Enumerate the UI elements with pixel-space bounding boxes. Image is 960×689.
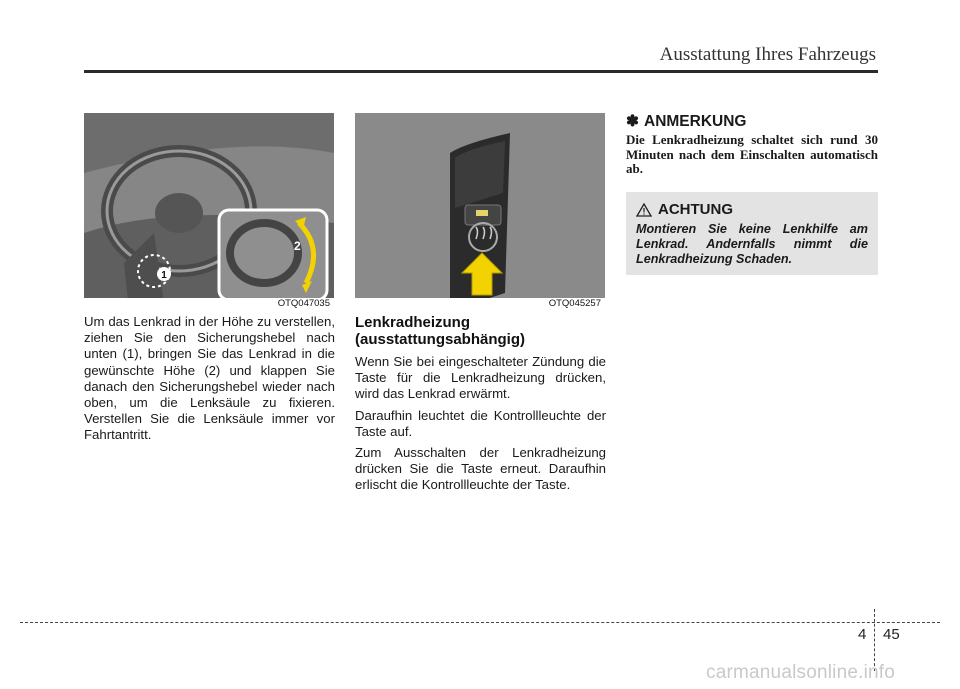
note-symbol-icon: ✽ (626, 113, 639, 130)
figure-caption: OTQ045257 (548, 298, 601, 309)
callout-2: 2 (294, 239, 301, 253)
steering-adjust-illustration (84, 113, 334, 311)
heater-button-illustration (355, 113, 605, 311)
note-block (626, 112, 878, 177)
page-header-title: Ausstattung Ihres Fahrzeugs (659, 44, 876, 65)
caution-text: Montieren Sie keine Lenkhilfe am Lenkrad. Andernfalls nimmt die Lenkradheizung Schaden. (636, 222, 868, 266)
paragraph: Daraufhin leuchtet die Kontrollleuchte der Taste auf. (355, 407, 606, 439)
figure-caption: OTQ047035 (277, 298, 330, 309)
note-text: Die Lenkradheizung schaltet sich rund 30 Minuten nach dem Einschalten automatisch ab. (626, 132, 878, 176)
caution-heading-label: ACHTUNG (658, 201, 733, 218)
chapter-number: 4 (858, 626, 867, 643)
warning-triangle-icon (636, 203, 652, 217)
heater-button-drawing (355, 113, 605, 311)
callout-1: 1 (161, 270, 167, 281)
caution-box (626, 192, 878, 275)
note-heading-label: ANMERKUNG (644, 112, 747, 130)
header-rule (84, 70, 878, 73)
footer-rule (20, 622, 940, 623)
steering-adjust-text: Um das Lenkrad in der Höhe zu verstellen, ziehen Sie den Sicherungshebel nach unten (1), bringen Sie das Lenkrad in die gewünschte Höhe (2) und klappen Sie danach den Sicherungshebel wieder nach oben, um die Lenksäule zu fixieren. Verstellen Sie die Lenksäule immer vor Fahrtantritt. (84, 314, 335, 443)
note-heading (626, 112, 878, 131)
page-number: 45 (883, 626, 900, 643)
caution-heading (636, 201, 733, 218)
watermark: carmanualsonline.info (706, 662, 896, 683)
heater-section (355, 314, 606, 499)
paragraph: Wenn Sie bei eingeschalteter Zündung die Taste für die Lenkradheizung drücken, wird das Lenkrad erwärmt. (355, 354, 606, 402)
steering-wheel-drawing (84, 113, 334, 311)
section-heading: Lenkradheizung (ausstattungsabhängig) (355, 314, 526, 348)
paragraph: Zum Ausschalten der Lenkradheizung drücken Sie die Taste erneut. Daraufhin erlischt die Kontrollleuchte der Taste. (355, 445, 606, 493)
